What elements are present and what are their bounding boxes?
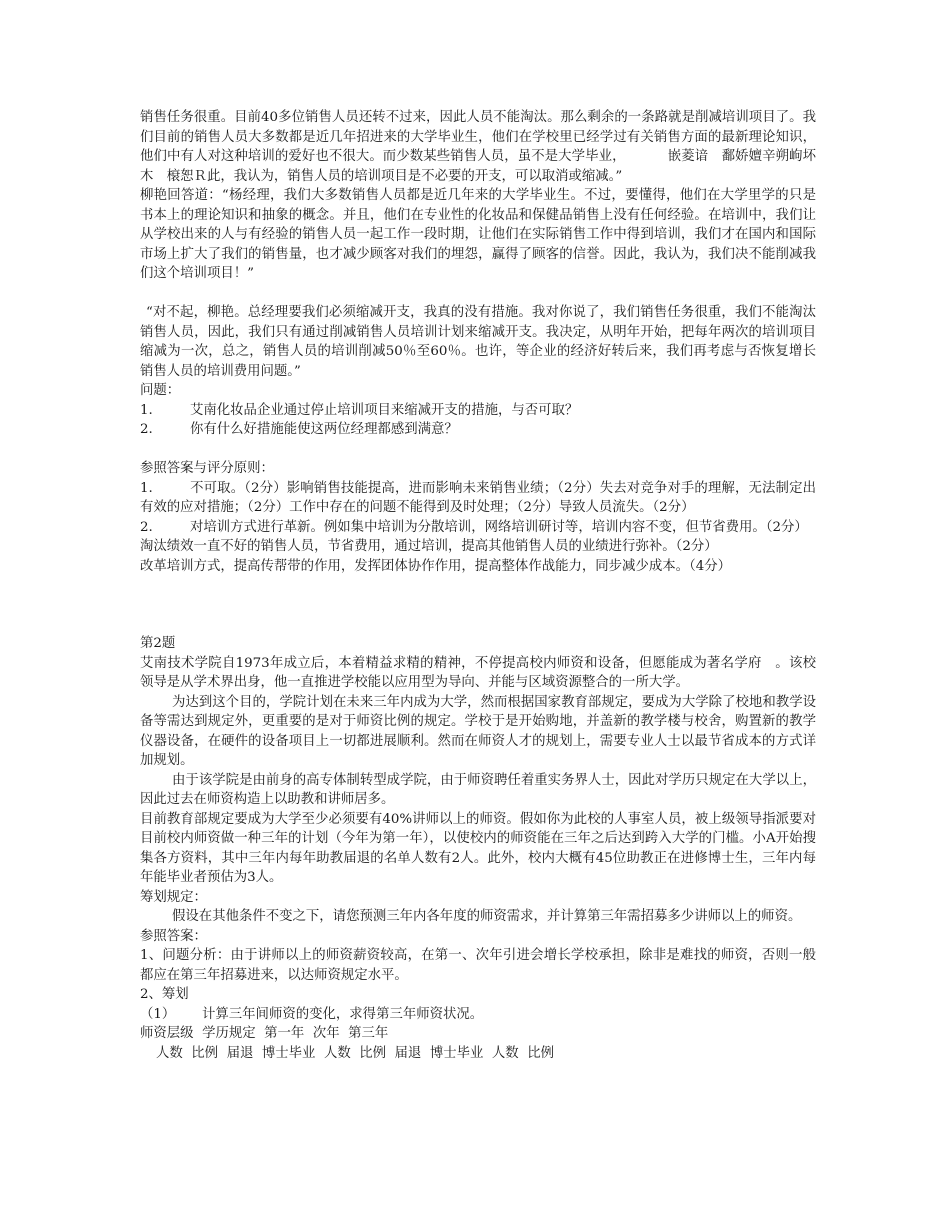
question-item <box>140 420 816 440</box>
text-run: 我认为，销售人员的培训项目是不必要的开支，可以取消或缩减。” <box>233 168 623 184</box>
spacer <box>140 284 816 304</box>
answer-2 <box>140 518 816 538</box>
case1-paragraph-3: “对不起，柳艳。总经理要我们必须缩减开支，我真的没有措施。我对你说了，我们销售任务很重，我们不能淘汰销售人员，因此，我们只有通过削减销售人员培训计划来缩减开支。我决定，从明年开始，把每年两次的培训项目缩减为一次，总之，销售人员的培训削减50％至60％。也许，等企业的经济好转后来，我们再考虑与否恢复增长销售人员的培训费用问题。” <box>140 305 816 379</box>
table-header-row: 师资层级 学历规定 第一年 次年 第三年 <box>140 1026 389 1041</box>
answer-text: 对培训方式进行革新。例如集中培训为分散培训，网络培训研讨等，培训内容不变，但节省费用。（2分） <box>190 519 808 535</box>
reference-answer-label: 参照答案： <box>140 928 207 944</box>
plan-label: 筹划规定： <box>140 889 207 905</box>
text-run: 销售任务很重。目前40多位销售人员还转不过来，因此人员不能淘汰。那么剩余的一条路就是削减培训项目了。我们目前的销售人员大多数都是近几年招进来的大学毕业生，他们在学校里已经学过有关销售方面的最新理论知识，他们中有人对这种培训的爱好也不很大。而少数某些销售人员，虽不是大学毕业， <box>140 110 816 164</box>
question-text: 艾南化妆品企业通过停止培训项目来缩减开支的措施，与否可取？ <box>190 402 579 418</box>
case2-paragraph-3: 由于该学院是由前身的高专体制转型成学院，由于师资聘任着重实务界人士，因此对学历只规定在大学以上，因此过去在师资构造上以助教和讲师居多。 <box>140 772 816 807</box>
plan-text: 假设在其他条件不变之下，请您预测三年内各年度的师资需求，并计算第三年需招募多少讲师以上的师资。 <box>172 909 802 924</box>
questions-label: 问题： <box>140 383 181 398</box>
case1-paragraph-1 <box>140 108 816 186</box>
answer-text: 不可取。（2分）影响销售技能提高，进而影响未来销售业绩；（2分）失去对竞争对手的理解，无法制定出有效的应对措施；（2分）工作中存在的问题不能得到及时处理；（2分）导致人员流失。（2分） <box>140 480 816 515</box>
case1-paragraph-2: 柳艳回答道：“杨经理，我们大多数销售人员都是近几年来的大学毕业生。不过，要懂得，他们在大学里学的只是书本上的理论知识和抽象的概念。并且，他们在专业性的化妆品和保健品销售上没有任何经验。在培训中，我们让从学校出来的人与有经验的销售人员一起工作一段时期，让他们在实际销售工作中得到培训，我们才在国内和国际市场上扩大了我们的销售量，也才减少顾客对我们的埋怨，赢得了顾客的信誉。因此，我认为，我们决不能削减我们这个培训项目！” <box>140 188 816 281</box>
document-body <box>140 108 816 1063</box>
answer-2-c: 改革培训方式，提高传帮带的作用，发挥团体协作作用，提高整体作战能力，同步减少成本。（4分） <box>140 558 732 574</box>
reference-answer-1: 1、问题分析：由于讲师以上的师资薪资较高，在第一、次年引进会增长学校承担，除非是难找的师资，否则一般都应在第三年招募进来，以达师资规定水平。 <box>140 948 816 983</box>
case2-paragraph-2: 为达到这个目的，学院计划在未来三年内成为大学，然而根据国家教育部规定，要成为大学除了校地和教学设备等需达到规定外，更重要的是对于师资比例的规定。学校于是开始购地，并盖新的教学楼与校舍，购置新的教学仪器设备，在硬件的设备项目上一切都进展顺利。然而在师资人才的规划上，需要专业人士以最节省成本的方式详加规划。 <box>140 694 816 768</box>
spacer <box>140 440 816 460</box>
question-number: 1. <box>140 402 153 418</box>
reference-answer-2: 2、筹划 <box>140 987 189 1002</box>
answer-1 <box>140 479 816 518</box>
spacer <box>140 576 816 634</box>
question-number: 2. <box>140 422 153 437</box>
question-item <box>140 401 816 421</box>
answer-2-b: 淘汰绩效一直不好的销售人员，节省费用，通过培训，提高其他销售人员的业绩进行弥补。（2分） <box>140 539 718 554</box>
step-number: （1） <box>140 1006 176 1022</box>
case2-paragraph-1: 艾南技术学院自1973年成立后，本着精益求精的精神，不停提高校内师资和设备，但愿能成为著名学府 。该校领导是从学术界出身，他一直推进学校能以应用型为导向、并能与区域资源整合的一所大学。 <box>140 655 816 690</box>
step-1 <box>140 1005 816 1025</box>
answers-label: 参照答案与评分原则： <box>140 461 274 476</box>
case2-title: 第2题 <box>140 636 176 651</box>
answer-number: 1. <box>140 480 153 496</box>
garbled-text-run: 嵌菱谙 鄱娇嬗辛朔岣坏木 榱恕Ｒ此， <box>140 149 817 184</box>
case2-paragraph-4: 目前教育部规定要成为大学至少必须要有40%讲师以上的师资。假如你为此校的人事室人员，被上级领导指派要对目前校内师资做一种三年的计划（今年为第一年），以使校内的师资能在三年之后达到跨入大学的门槛。小A开始搜集各方资料，其中三年内每年助教届退的名单人数有2人。此外，校内大概有45位助教正在进修博士生，三年内每年能毕业者预估为3人。 <box>140 811 816 885</box>
step-text: 计算三年间师资的变化，求得第三年师资状况。 <box>202 1006 484 1022</box>
table-subheader-row: 人数 比例 届退 博士毕业 人数 比例 届退 博士毕业 人数 比例 <box>156 1045 554 1061</box>
question-text: 你有什么好措施能使这两位经理都感到满意？ <box>190 422 458 437</box>
answer-number: 2. <box>140 519 153 535</box>
